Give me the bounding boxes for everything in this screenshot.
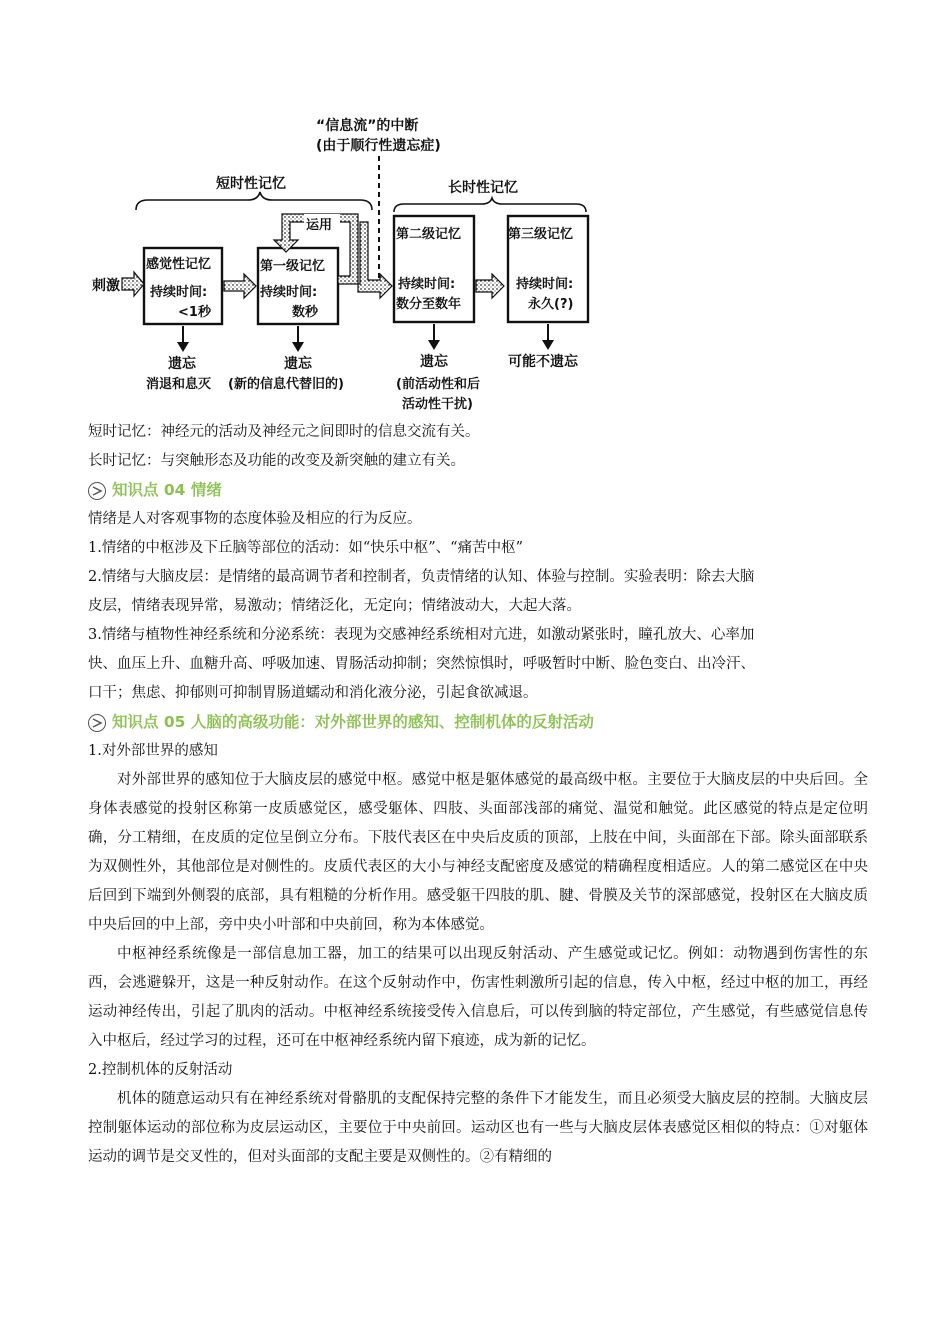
cause-decay: 消退和息灭 bbox=[146, 377, 212, 392]
section-04-title: 知识点 04 情绪 bbox=[112, 481, 222, 499]
cause-interference-a: (前活动性和后 bbox=[396, 377, 480, 392]
cause-interference-b: 活动性干扰) bbox=[402, 397, 473, 412]
box3-title: 第二级记忆 bbox=[396, 227, 462, 242]
processing-paragraph: 中枢神经系统像是一部信息加工器，加工的结果可以出现反射活动、产生感觉或记忆。例如：动物遇到伤害性的东西，会逃避躲开，这是一种反射动作。在这个反射动作中，伤害性刺激所引起的信息，传入中枢，经过中枢的加工，再经运动神经传出，引起了肌肉的活动。中枢神经系统接受传入信息后，可以传到脑的特定部位，产生感觉，有些感觉信息传入中枢后，经过学习的过程，还可在中枢神经系统内留下痕迹，成为新的记忆。 bbox=[88, 946, 868, 1049]
stimulus-label: 刺激 bbox=[92, 278, 120, 294]
long-term-label: 长时性记忆 bbox=[448, 180, 518, 196]
box4-title: 第三级记忆 bbox=[508, 227, 574, 242]
short-memory-line: 短时记忆：神经元的活动及神经元之间即时的信息交流有关。 bbox=[88, 424, 480, 440]
arrow-circle-icon bbox=[88, 482, 106, 500]
reflex-subheading: 2.控制机体的反射活动 bbox=[88, 1062, 233, 1078]
long-term-brace bbox=[394, 198, 586, 212]
down-arrow-3 bbox=[428, 324, 440, 350]
arrow-box1-box2 bbox=[224, 274, 256, 298]
emotion-item-3b: 快、血压上升、血糖升高、呼吸加速、胃肠活动抑制；突然惊惧时，呼吸暂时中断、脸色变白、出冷汗、 bbox=[88, 656, 755, 672]
short-term-label: 短时性记忆 bbox=[216, 176, 286, 192]
arrow-box2-box3 bbox=[358, 222, 392, 298]
emotion-intro: 情绪是人对客观事物的态度体验及相应的行为反应。 bbox=[88, 511, 422, 527]
section-05-title: 知识点 05 人脑的高级功能：对外部世界的感知、控制机体的反射活动 bbox=[112, 713, 594, 731]
arrow-box3-box4 bbox=[476, 274, 504, 298]
box3-duration-value: 数分至数年 bbox=[396, 297, 462, 312]
reflex-paragraph: 机体的随意运动只有在神经系统对骨骼肌的支配保持完整的条件下才能发生，而且必须受大脑皮层的控制。大脑皮层控制躯体运动的部位称为皮层运动区，主要位于中央前回。运动区也有一些与大脑皮层体表感觉区相似的特点：①对躯体运动的调节是交叉性的，但对头面部的支配主要是双侧性的。②有精细的 bbox=[88, 1091, 868, 1165]
emotion-item-1: 1.情绪的中枢涉及下丘脑等部位的活动：如“快乐中枢”、“痛苦中枢” bbox=[88, 540, 523, 556]
box2-duration-label: 持续时间: bbox=[260, 285, 318, 300]
down-arrow-1 bbox=[177, 326, 189, 352]
box2-duration-value: 数秒 bbox=[292, 305, 319, 320]
emotion-item-3c: 口干；焦虑、抑郁则可抑制胃肠道蠕动和消化液分泌，引起食欲减退。 bbox=[88, 685, 538, 701]
box3-duration-label: 持续时间: bbox=[398, 277, 456, 292]
memory-flow-diagram bbox=[88, 108, 608, 420]
short-term-brace bbox=[136, 192, 372, 210]
section-04-heading bbox=[88, 476, 868, 505]
never-forget-label: 可能不遗忘 bbox=[508, 354, 578, 370]
forget-label-2: 遗忘 bbox=[284, 356, 312, 372]
perception-paragraph: 对外部世界的感知位于大脑皮层的感觉中枢。感觉中枢是躯体感觉的最高级中枢。主要位于大脑皮层的中央后回。全身体表感觉的投射区称第一皮质感觉区，感受躯体、四肢、头面部浅部的痛觉、温觉和触觉。此区感觉的特点是定位明确，分工精细，在皮质的定位呈倒立分布。下肢代表区在中央后皮质的顶部，上肢在中间，头面部在下部。除头面部联系为双侧性外，其他部位是对侧性的。皮质代表区的大小与神经支配密度及感觉的精确程度相适应。人的第二感觉区在中央后回到下端到外侧裂的底部，具有粗糙的分析作用。感受躯干四肢的肌、腱、骨膜及关节的深部感觉，投射区在大脑皮质中央后回的中上部，旁中央小叶部和中央前回，称为本体感觉。 bbox=[88, 772, 868, 933]
interrupt-title: “信息流”的中断 bbox=[316, 118, 419, 134]
box2-title: 第一级记忆 bbox=[260, 259, 326, 274]
forget-label-1: 遗忘 bbox=[168, 356, 196, 372]
interrupt-subtitle: (由于顺行性遗忘症) bbox=[316, 138, 441, 154]
emotion-item-2b: 皮层，情绪表现异常，易激动；情绪泛化，无定向；情绪波动大，大起大落。 bbox=[88, 598, 581, 614]
forget-label-3: 遗忘 bbox=[420, 354, 448, 370]
stimulus-arrow bbox=[122, 272, 144, 296]
long-memory-line: 长时记忆：与突触形态及功能的改变及新突触的建立有关。 bbox=[88, 453, 465, 469]
emotion-item-2a: 2.情绪与大脑皮层：是情绪的最高调节者和控制者，负责情绪的认知、体验与控制。实验表明：除去大脑 bbox=[88, 569, 755, 585]
section-05-heading bbox=[88, 708, 868, 737]
emotion-item-3a: 3.情绪与植物性神经系统和分泌系统：表现为交感神经系统相对亢进，如激动紧张时，瞳孔放大、心率加 bbox=[88, 627, 755, 643]
down-arrow-4 bbox=[542, 324, 554, 350]
use-label: 运用 bbox=[306, 218, 333, 233]
memory-notes bbox=[88, 418, 868, 1172]
arrow-circle-icon bbox=[88, 714, 106, 732]
box4-duration-value: 永久(?) bbox=[528, 297, 574, 312]
box4-duration-label: 持续时间: bbox=[516, 277, 574, 292]
box1-duration-label: 持续时间: bbox=[150, 285, 208, 300]
box1-duration-value: <1秒 bbox=[178, 305, 211, 320]
perception-subheading: 1.对外部世界的感知 bbox=[88, 743, 218, 759]
cause-replacement: (新的信息代替旧的) bbox=[228, 377, 344, 392]
down-arrow-2 bbox=[292, 326, 304, 352]
box1-title: 感觉性记忆 bbox=[146, 257, 212, 272]
